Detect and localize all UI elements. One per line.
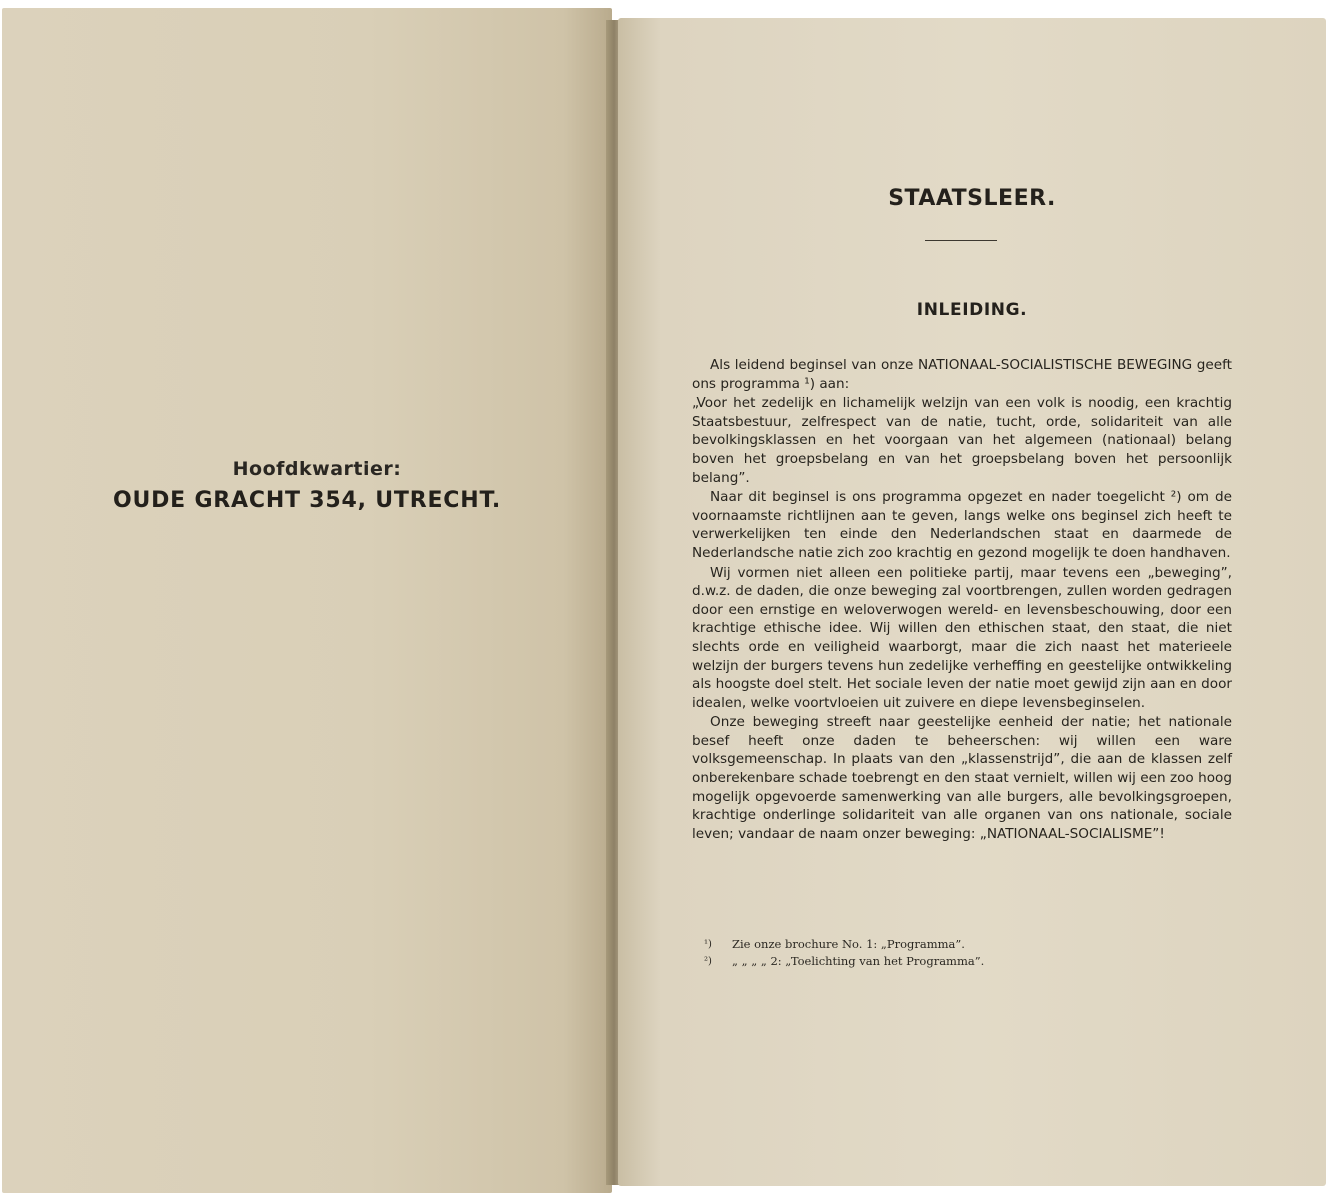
paragraph-2: Naar dit beginsel is ons programma opgezet en nader toegelicht ²) om de voornaamste richtlijnen aan te geven, langs welke ons beginsel zich heeft te verwerkelijken ten einde den Nederlandschen staat en daarmede de Nederlandsche natie zich zoo krachtig en gezond mogelijk te doen handhaven. <box>692 489 1232 561</box>
body-text <box>692 356 1232 843</box>
footnotes <box>704 936 1224 970</box>
headquarters-address: OUDE GRACHT 354, UTRECHT. <box>112 488 502 513</box>
headquarters-label: Hoofdkwartier: <box>232 458 402 480</box>
footnote-text: Zie onze brochure No. 1: „Programma”. <box>732 937 965 951</box>
title-divider <box>925 240 997 241</box>
left-page <box>2 8 612 1193</box>
footnote-2 <box>704 953 1224 970</box>
footnote-text: „ „ „ „ 2: „Toelichting van het Programma”. <box>732 954 985 968</box>
footnote-1 <box>704 936 1224 953</box>
paragraph-4: Onze beweging streeft naar geestelijke eenheid der natie; het nationale besef heeft onze daden te beheerschen: wij willen een ware volksgemeenschap. In plaats van den „klassenstrijd”, die aan de klassen zelf onberekenbare schade toebrengt en den staat vernielt, willen wij een zoo hoog mogelijk opgevoerde samenwerking van alle burgers, alle bevolkingsgroepen, krachtige onderlinge solidariteit van alle organen van ons nationale, sociale leven; vandaar de naam onzer beweging: „NATIONAAL-SOCIALISME”! <box>692 714 1232 842</box>
footnote-mark: ²) <box>704 956 712 967</box>
section-heading: INLEIDING. <box>916 300 1028 320</box>
page-title: STAATSLEER. <box>888 186 1056 211</box>
paragraph-3: Wij vormen niet alleen een politieke partij, maar tevens een „beweging”, d.w.z. de daden, die onze beweging zal voortbrengen, zullen worden gedragen door een ernstige en weloverwogen wereld- en levensbeschouwing, door een krachtige ethische idee. Wij willen den ethischen staat, den staat, die niet slechts orde en veiligheid waarborgt, maar die zich naast het materieele welzijn der burgers tevens hun zedelijke verheffing en geestelijke ontwikkeling als hoogste doel stelt. Het sociale leven der natie moet gewijd zijn aan en door idealen, welke voortvloeien uit zuivere en diepe levensbeginselen. <box>692 564 1232 711</box>
paragraph-quote: „Voor het zedelijk en lichamelijk welzijn van een volk is noodig, een krachtig Staatsbestuur, zelfrespect van de natie, tucht, orde, solidariteit van alle bevolkingsklassen en het voorgaan van het algemeen (nationaal) belang boven het groepsbelang en van het groepsbelang boven het persoonlijk belang”. <box>692 395 1232 486</box>
footnote-mark: ¹) <box>704 939 712 950</box>
paragraph-1: Als leidend beginsel van onze NATIONAAL-SOCIALISTISCHE BEWEGING geeft ons programma ¹) aan: <box>692 357 1232 392</box>
